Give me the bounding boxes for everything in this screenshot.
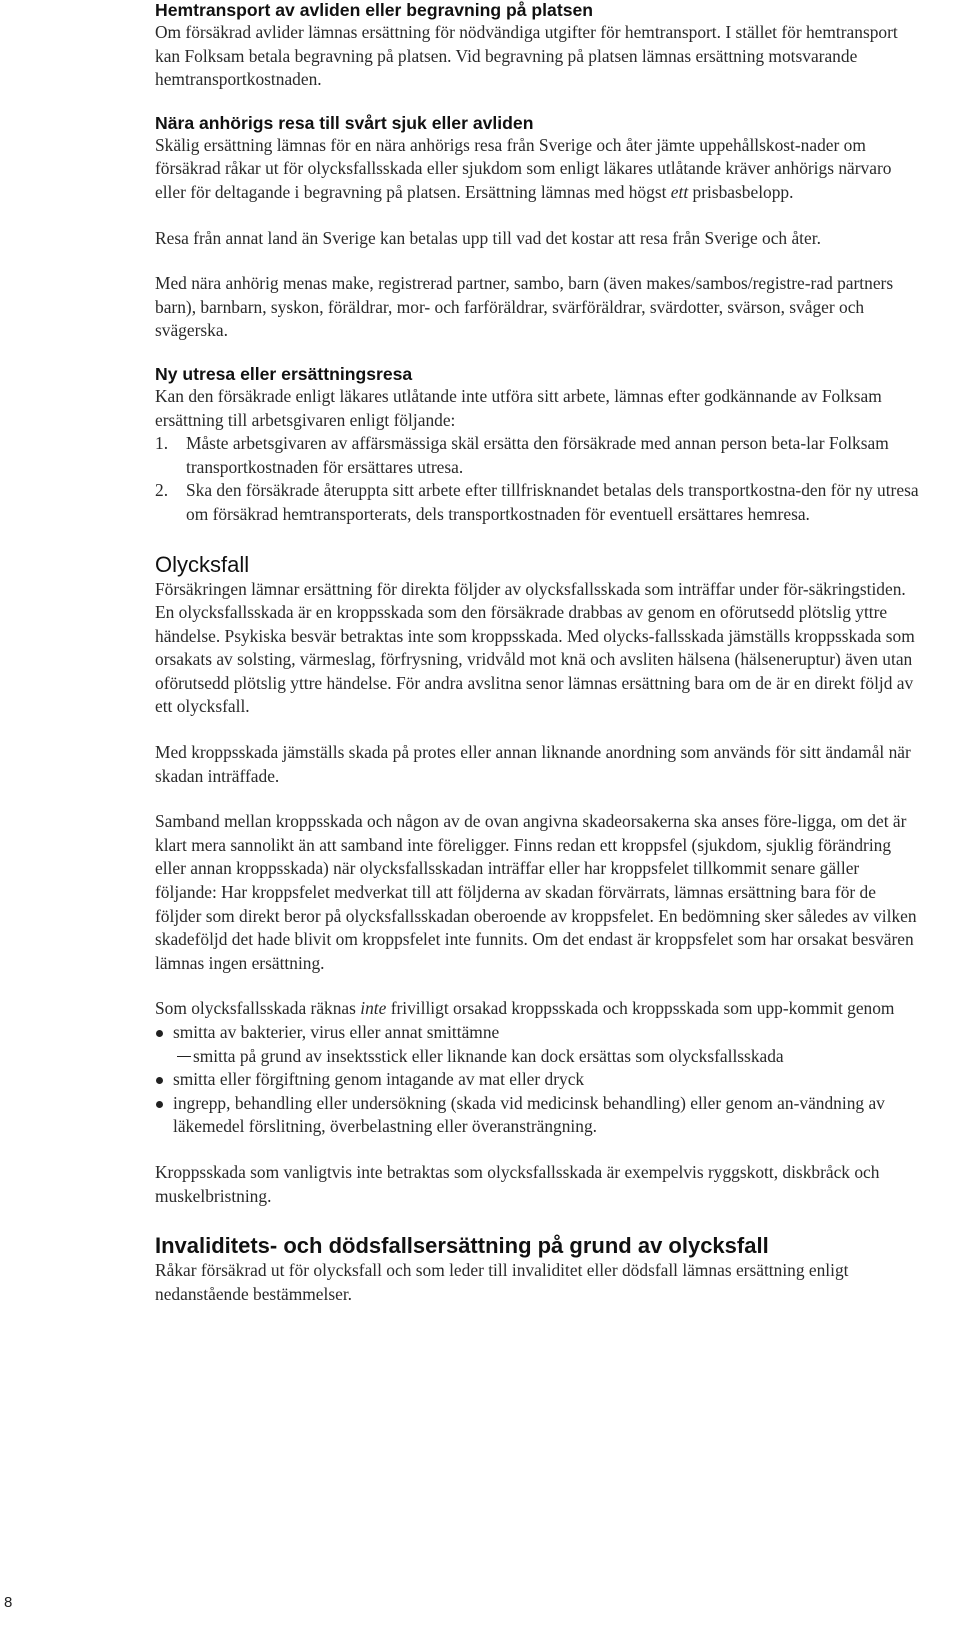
heading-olycksfall: Olycksfall [155, 551, 250, 577]
paragraph-nara-anhorig-definition: Med nära anhörig menas make, registrerad partner, sambo, barn (även makes/sambos/registre-rad partners barn), barnbarn, syskon, föräldrar, mor- och farföräldrar, svärföräldrar, svärdotter, svärson, svåger och svägerska. [155, 273, 894, 341]
text-run: Som olycksfallsskada räknas [155, 998, 361, 1019]
bullet-icon [155, 1068, 173, 1092]
list-text: Ska den försäkrade återuppta sitt arbete efter tillfrisknandet betalas dels transportkostna-den för ny utresa om försäkrad hemtransporterats, dels transportkostnaden för eventuell ersättares hemresa. [186, 480, 919, 524]
list-item [155, 1021, 920, 1045]
list-number: 2. [155, 480, 169, 501]
paragraph-olycksfall-4 [155, 997, 920, 1021]
paragraph-anhorigs-resa [155, 134, 920, 205]
paragraph-invaliditet: Råkar försäkrad ut för olycksfall och som leder till invaliditet eller dödsfall lämnas ersättning enligt nedanstående bestämmelser. [155, 1260, 849, 1304]
emphasis: ett [670, 181, 689, 202]
paragraph-olycksfall-1: Försäkringen lämnar ersättning för direkta följder av olycksfallsskada som inträffar under för-säkringstiden. En olycksfallsskada är en kroppsskada som den försäkrade drabbas av genom en oförutsedd plötslig yttre händelse. Psykiska besvär betraktas inte som kroppsskada. Med olycks-fallsskada jämställs kroppsskada som orsakats av solsting, värmeslag, förfrysning, vridvåld mot knä och avsliten hälsena (hälseneruptur) även utan oförutsedd plötslig yttre händelse. För andra avslitna senor lämnas ersättning bara om de är en direkt följd av ett olycksfall. [155, 578, 915, 717]
bullet-list [155, 1021, 920, 1139]
emphasis: inte [360, 998, 387, 1019]
paragraph-hemtransport: Om försäkrad avlider lämnas ersättning för nödvändiga utgifter för hemtransport. I stället för hemtransport kan Folksam betala begravning på platsen. Vid begravning på platsen lämnas ersättning motsvarande hemtransportkostnaden. [155, 22, 898, 90]
list-text: smitta av bakterier, virus eller annat smittämne [173, 1022, 500, 1042]
heading-hemtransport: Hemtransport av avliden eller begravning på platsen [155, 0, 594, 20]
paragraph-annat-land: Resa från annat land än Sverige kan betalas upp till vad det kostar att resa från Sverige och åter. [155, 227, 821, 248]
paragraph-olycksfall-3: Samband mellan kroppsskada och någon av de ovan angivna skadeorsakerna ska anses före-ligga, om det är klart mera sannolikt än att samband inte föreligger. Finns redan ett kroppsfel (sjukdom, sjuklig förändring eller annan kroppsskada) när olycksfallsskadan inträffar eller har kroppsfelet tillkommit senare gäller följande: Har kroppsfelet medverkat till att följderna av skadan förvärrats, lämnas ersättning bara för de följder som direkt beror på olycksfallsskadan oberoende av kroppsfelet. En bedömning sker således av vilken skadeföljd det hade blivit om kroppsfelet inte funnits. Om det endast är kroppsfelet som har orsakat besvären lämnas ingen ersättning. [155, 811, 917, 973]
heading-invaliditet: Invaliditets- och dödsfallsersättning på grund av olycksfall [155, 1233, 769, 1259]
numbered-list [155, 432, 920, 526]
list-item [155, 479, 920, 526]
paragraph-olycksfall-2: Med kroppsskada jämställs skada på protes eller annan liknande anordning som används för sitt ändamål när skadan inträffade. [155, 742, 911, 786]
paragraph-olycksfall-5: Kroppsskada som vanligtvis inte betraktas som olycksfallsskada är exempelvis ryggskott, diskbråck och muskelbristning. [155, 1161, 880, 1206]
dash-icon [173, 1045, 193, 1069]
bullet-icon [155, 1092, 173, 1139]
text-run: Skälig ersättning lämnas för en nära anhörigs resa från Sverige och åter jämte uppehållskost-nader om försäkrad råkar ut för olycksfallsskada eller sjukdom som enligt läkares utlåtande kräver anhörigs närvaro eller för deltagande i begravning på platsen. Ersättning lämnas med högst [155, 134, 892, 202]
heading-ny-utresa: Ny utresa eller ersättningsresa [155, 363, 413, 384]
text-run: prisbasbelopp. [688, 181, 794, 202]
list-number: 1. [155, 433, 169, 454]
bullet-icon [155, 1021, 173, 1045]
list-text: ingrepp, behandling eller undersökning (skada vid medicinsk behandling) eller genom an-vändning av läkemedel förslitning, överbelastning eller överansträngning. [173, 1092, 885, 1137]
list-item [155, 1068, 920, 1092]
list-text: smitta eller förgiftning genom intagande av mat eller dryck [173, 1069, 585, 1090]
text-run: frivilligt orsakad kroppsskada och kroppsskada som upp-kommit genom [386, 998, 895, 1019]
page-number: 8 [4, 1594, 13, 1611]
document-body [155, 0, 920, 1306]
list-text: smitta på grund av insektsstick eller liknande kan dock ersättas som olycksfallsskada [193, 1045, 784, 1066]
heading-anhorigs-resa: Nära anhörigs resa till svårt sjuk eller avliden [155, 112, 534, 133]
list-text: Måste arbetsgivaren av affärsmässiga skäl ersätta den försäkrade med annan person beta-lar Folksam transportkostnaden för ersättares utresa. [186, 433, 889, 477]
list-item [155, 1092, 920, 1139]
list-item [155, 1045, 920, 1069]
paragraph-ny-utresa-intro: Kan den försäkrade enligt läkares utlåtande inte utföra sitt arbete, lämnas efter godkännande av Folksam ersättning till arbetsgivaren enligt följande: [155, 385, 882, 430]
list-item [155, 432, 920, 479]
